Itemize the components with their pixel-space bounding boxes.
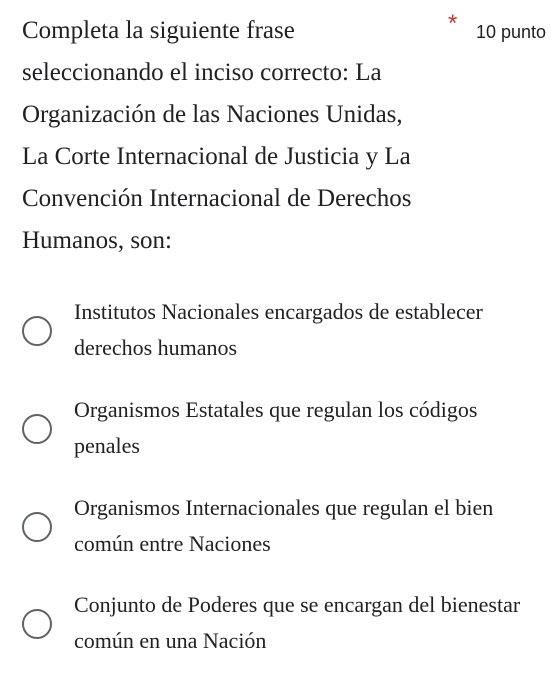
radio-button-icon[interactable] <box>22 316 52 346</box>
points-label: 10 punto <box>476 22 547 42</box>
option-3[interactable] <box>0 488 551 578</box>
radio-button-icon[interactable] <box>22 609 52 639</box>
option-label: Conjunto de Poderes que se encargan del bienestar común en una Nación <box>74 592 521 653</box>
radio-button-icon[interactable] <box>22 414 52 444</box>
radio-button-icon[interactable] <box>22 512 52 542</box>
option-1[interactable] <box>0 290 551 380</box>
option-4[interactable] <box>0 585 551 675</box>
option-label: Organismos Internacionales que regulan el bien común entre Naciones <box>74 495 494 556</box>
option-label: Institutos Nacionales encargados de establecer derechos humanos <box>74 299 483 360</box>
question-title: Completa la siguiente frase seleccionando el inciso correcto: La Organización de las Naciones Unidas, La Corte Internacional de Justicia y La Convención Internacional de Derechos Humanos, son: <box>22 17 412 254</box>
required-asterisk: * <box>448 10 458 37</box>
option-2[interactable] <box>0 388 551 478</box>
option-label: Organismos Estatales que regulan los códigos penales <box>74 397 478 458</box>
